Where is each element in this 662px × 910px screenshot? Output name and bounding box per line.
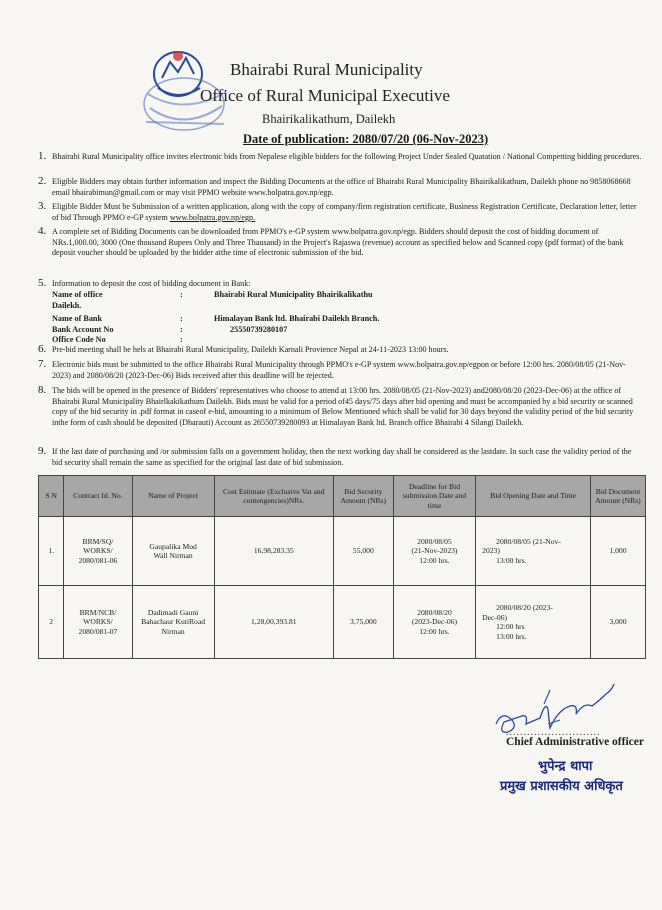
opening-line: 13:00 hrs. <box>496 631 527 641</box>
item-number: 9. <box>38 445 47 457</box>
table-row <box>39 586 646 659</box>
header-security: Bid Security Amount (NRs) <box>333 476 393 517</box>
egp-link[interactable]: www.bolpatra.gov.np/egp. <box>169 212 256 222</box>
bank-name-label: Name of Bank <box>52 314 103 324</box>
notice-item-4 <box>38 227 643 259</box>
project-line: Nirman <box>161 626 185 636</box>
notice-item-1 <box>38 152 643 163</box>
header-cost: Cost Estimate (Exclusive Vat and contengencies)NRs. <box>214 476 333 517</box>
colon: : <box>180 314 183 324</box>
notice-item-2 <box>38 177 643 198</box>
office-name-label: Name of office <box>52 290 103 299</box>
colon: : <box>180 335 183 345</box>
item-number: 4. <box>38 225 47 237</box>
table-header-row <box>39 476 646 517</box>
office-code-label: Office Code No <box>52 335 106 345</box>
project-line: Dadimadi Gauni <box>147 607 199 617</box>
item-number: 7. <box>38 358 47 370</box>
item-number: 1. <box>38 150 47 162</box>
cell-project <box>132 586 214 659</box>
cell-opening <box>476 586 591 659</box>
item-text: Eligible Bidders may obtain further information and inspect the Bidding Documents at the office of Bhairabi Rural Municipality Bhairikalikathum, Dailekh phone no 9858068668 email bhairabimun@gmail.com or may visit PPMO website www.bolpatra.gov.np/egp. <box>52 177 631 197</box>
cell-security: 55,000 <box>333 517 393 586</box>
office-name-label-cont: Dailekh. <box>52 300 82 310</box>
item-number: 5. <box>38 277 47 289</box>
deadline-line: (2023-Dec-06) <box>411 617 458 627</box>
item-text: Information to deposit the cost of bidding document in Bank: <box>52 279 251 288</box>
item-number: 6. <box>38 343 47 355</box>
opening-line: Dec-06) <box>482 612 508 622</box>
project-line: Wall Nirman <box>153 551 193 560</box>
cell-security: 3,75,000 <box>333 586 393 659</box>
bank-name-value: Himalayan Bank ltd. Bhairabi Dailekh Branch. <box>214 314 380 324</box>
contract-line: BRM/NCB/ <box>79 607 117 617</box>
item-number: 3. <box>38 200 47 212</box>
account-no-value: 25550739280107 <box>230 324 288 334</box>
item-number: 8. <box>38 384 47 396</box>
item-text: A complete set of Bidding Documents can be downloaded from PPMO's e-GP system www.bolpatra.gov.np/egp. Bidders should deposit the cost of bidding document of NRs.1,000.00, 3000 (One thousand Rupees Only and Three Thausand) in the Project's Rajaswa (revenue) account as specified below and Scanned copy (pdf format) of the bank deposit voucher should be uploaded by the bidder atthe time of electronic submission of the bid. <box>52 227 624 257</box>
table-row <box>39 517 646 586</box>
item-text: Electronic bids must be submitted to the office Bhairabi Rural Municipality through PPMO's e-GP system www.bolpatra.gov.np/egpon or before 12:00 hrs. 2080/08/05 (21-Nov-2023) and 2080/08/20 (2023-Dec-06) Bids received after this deadline will be rejected. <box>52 360 626 380</box>
colon: : <box>180 324 183 334</box>
notice-item-8 <box>38 386 643 428</box>
header-sn: S N <box>39 476 64 517</box>
cell-document: 1,000 <box>590 517 645 586</box>
address: Bhairikalikathum, Dailekh <box>262 112 396 126</box>
cell-sn: 1. <box>39 517 64 586</box>
deadline-line: 12:00 hrs. <box>419 626 450 636</box>
org-title: Bhairabi Rural Municipality <box>230 60 423 79</box>
item-text: The bids will be opened in the presence of Bidders' representatives who choose to attend at 13:00 hrs. 2080/08/05 (21-Nov-2023) and2080/08/20 (2023-Dec-06) at the office of Bhairabi Rural Municipality Bhairlkakikathum Dailekh. Bids must be valid for a period of45 days/75 days after bid opening and must be accompanied by a bid security or scanned copy of the bid security in .pdf format in caseof e-bid, amounting to a minimum of Below Mentioned which shall be valid for 30 days beyond the validity period of the bid security inthe form of cash should be deposited (Dharauti) Account as 26550739280093 at Himalayan Bank ltd. Branch office Bhairabi 4 Silangi Dailekh. <box>52 386 634 427</box>
opening-line: 12:00 hrs <box>496 622 525 631</box>
cell-opening <box>476 517 591 586</box>
header-contract: Contract Id. No. <box>64 476 132 517</box>
opening-line: 2023) <box>482 546 500 556</box>
notice-item-7 <box>38 360 643 381</box>
cell-document: 3,000 <box>590 586 645 659</box>
cell-contract <box>64 586 132 659</box>
cell-cost: 16,98,283.35 <box>214 517 333 586</box>
opening-line: 2080/08/20 (2023- <box>496 603 553 612</box>
cell-sn: 2 <box>39 586 64 659</box>
contract-line: WORKS/ <box>83 546 113 556</box>
cell-cost: 1,28,00,393.81 <box>214 586 333 659</box>
notice-item-3 <box>38 202 643 223</box>
office-title: Office of Rural Municipal Executive <box>200 86 450 105</box>
header-project: Name of Project <box>132 476 214 517</box>
item-number: 2. <box>38 175 47 187</box>
deadline-line: 12:00 hrs. <box>419 555 450 565</box>
cell-deadline <box>393 586 475 659</box>
cell-project <box>132 517 214 586</box>
signatory-title: Chief Administrative officer <box>506 736 644 748</box>
opening-line: 2080/08/05 (21-Nov- <box>496 536 561 546</box>
signatory-title-nepali: प्रमुख प्रशासकीय अधिकृत <box>500 779 623 794</box>
notice-item-9 <box>38 447 643 468</box>
colon: : <box>180 290 183 299</box>
item-text: If the last date of purchasing and /or submission falls on a government holiday, then the next working day shall be considered as the lastdate. In such case the validity period of the bid security shall remain the same as specified for the original last date of bid submission. <box>52 447 632 467</box>
project-line: Bahachaur KutiRoad <box>141 617 206 627</box>
opening-line: 13:00 hrs. <box>496 555 527 565</box>
cell-deadline <box>393 517 475 586</box>
account-no-label: Bank Account No <box>52 324 114 334</box>
bid-table <box>38 475 646 659</box>
item-text: Eligible Bidder Must be Submission of a written application, along with the copy of company/firm registration certificate, Business Registration Certificate, Declaration letter, letter of bid Through PPMO e-GP system <box>52 202 637 222</box>
item-text: Bhairabi Rural Municipality office invites electronic bids from Nepalese eligible bidders for the following Project Under Sealed Quatation / National Competting bidding procedures. <box>52 152 642 161</box>
notice-item-5 <box>38 279 643 290</box>
notice-item-6 <box>38 345 643 356</box>
signatory-name-nepali: भुपेन्द्र थापा <box>538 759 593 774</box>
deadline-line: 2080/08/20 <box>417 607 452 617</box>
item-text: Pre-bid meeting shall be hels at Bhairabi Rural Municipality, Dailekh Karnali Provience Nepal at 24-11-2023 13:00 hours. <box>52 345 449 354</box>
header-document: Bid Document Amount (NRs) <box>590 476 645 517</box>
header-opening: Bid Opening Date and Time <box>476 476 591 517</box>
contract-line: WORKS/ <box>83 617 113 627</box>
deadline-line: 2080/08/05 <box>417 536 452 546</box>
publication-date: Date of publication: 2080/07/20 (06-Nov-2023) <box>243 132 489 146</box>
deadline-line: (21-Nov-2023) <box>411 546 458 556</box>
project-line: Gaupalika Mod <box>149 541 197 551</box>
contract-line: 2080/081-07 <box>78 626 118 636</box>
header-deadline: Deadline for Bid submission Date and time <box>393 476 475 517</box>
cell-contract <box>64 517 132 586</box>
signature-line: ........................... <box>506 727 601 738</box>
contract-line: 2080/081-06 <box>78 555 118 565</box>
contract-line: BRM/SQ/ <box>82 536 114 546</box>
office-name-value: Bhairabi Rural Municipality Bhairikalikathu <box>214 290 373 299</box>
